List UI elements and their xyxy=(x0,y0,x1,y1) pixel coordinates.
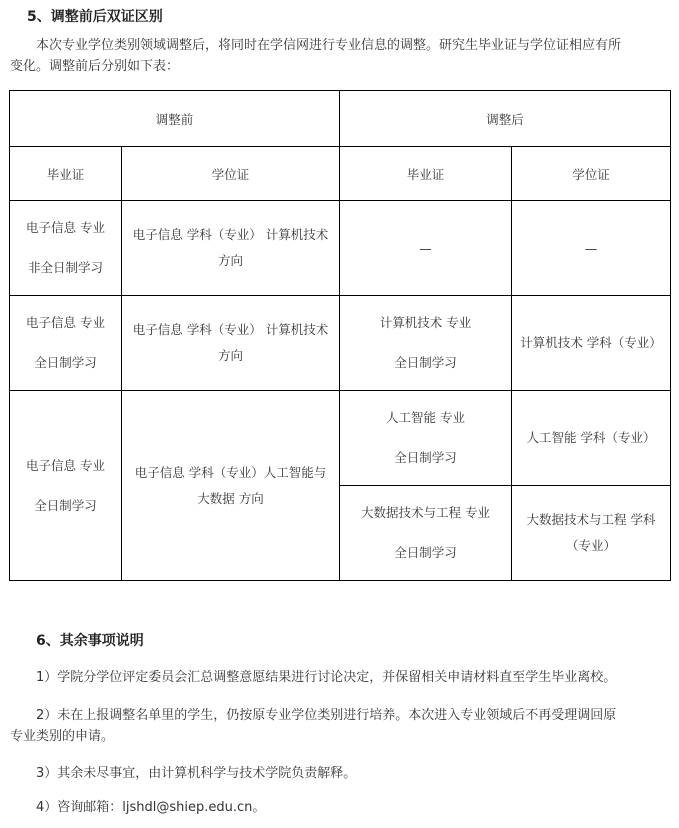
cell-text: 电子信息 学科（专业）人工智能与大数据 方向 xyxy=(134,464,327,506)
cell-degree-after xyxy=(512,391,671,486)
cell-line: 全日制学习 xyxy=(394,545,457,560)
intro-line-2: 变化。调整前后分别如下表： xyxy=(10,59,180,74)
cell-text: 电子信息 学科（专业） 计算机技术 方向 xyxy=(132,322,329,363)
cell-grad-after xyxy=(340,486,512,581)
cell-degree-after xyxy=(512,296,671,391)
item-4: 4）咨询邮箱：ljshdl@shiep.edu.cn。 xyxy=(36,800,266,815)
subheader-grad-before: 毕业证 xyxy=(10,147,122,201)
cell-line: 电子信息 专业 xyxy=(26,457,105,473)
item-2-line-1: 2）未在上报调整名单里的学生，仍按原专业学位类别进行培养。本次进入专业领域后不再受理调回原 xyxy=(36,708,617,723)
cell-text: 电子信息 学科（专业） 计算机技术 方向 xyxy=(132,227,329,268)
table-row xyxy=(10,201,671,296)
table-row xyxy=(10,296,671,391)
cell-degree-after xyxy=(512,486,671,581)
cell-degree-after: — xyxy=(512,201,671,296)
cell-degree-before xyxy=(122,201,340,296)
section-5-title: 5、调整前后双证区别 xyxy=(27,9,163,25)
item-1: 1）学院分学位评定委员会汇总调整意愿结果进行讨论决定，并保留相关申请材料直至学生毕业离校。 xyxy=(36,670,617,685)
subheader-degree-after: 学位证 xyxy=(512,147,671,201)
cell-text: 计算机技术 学科（专业） xyxy=(520,335,662,350)
intro-line-1: 本次专业学位类别领域调整后，将同时在学信网进行专业信息的调整。研究生毕业证与学位证相应有所 xyxy=(36,38,622,53)
cell-degree-before xyxy=(122,296,340,391)
header-after: 调整后 xyxy=(340,91,671,147)
item-3: 3）其余未尽事宜，由计算机科学与技术学院负责解释。 xyxy=(36,766,357,781)
cell-text: 人工智能 学科（专业） xyxy=(526,430,656,445)
cell-line: 大数据技术与工程 专业 xyxy=(361,505,490,520)
header-before: 调整前 xyxy=(10,91,340,147)
cell-line: 全日制学习 xyxy=(34,355,97,370)
subheader-degree-before: 学位证 xyxy=(122,147,340,201)
cell-line: 全日制学习 xyxy=(34,497,97,513)
cell-line: 电子信息 专业 xyxy=(26,220,105,235)
subheader-grad-after: 毕业证 xyxy=(340,147,512,201)
cell-text: 大数据技术与工程 学科（专业） xyxy=(526,512,656,553)
cell-line: 电子信息 专业 xyxy=(26,315,105,330)
item-2-line-2: 专业类别的申请。 xyxy=(10,729,115,744)
table-row xyxy=(10,391,671,486)
cell-line: 人工智能 专业 xyxy=(386,410,465,425)
cell-grad-before xyxy=(10,296,122,391)
table-header-row xyxy=(10,91,671,147)
section-6-title: 6、其余事项说明 xyxy=(36,633,144,649)
cell-line: 非全日制学习 xyxy=(27,260,103,275)
comparison-table xyxy=(9,90,671,581)
cell-line: 全日制学习 xyxy=(394,355,457,370)
cell-grad-before xyxy=(10,391,122,581)
table-subheader-row xyxy=(10,147,671,201)
cell-grad-after: — xyxy=(340,201,512,296)
cell-grad-after xyxy=(340,296,512,391)
cell-grad-after xyxy=(340,391,512,486)
cell-line: 计算机技术 专业 xyxy=(379,315,472,330)
cell-grad-before xyxy=(10,201,122,296)
cell-line: 全日制学习 xyxy=(394,450,457,465)
cell-degree-before xyxy=(122,391,340,581)
